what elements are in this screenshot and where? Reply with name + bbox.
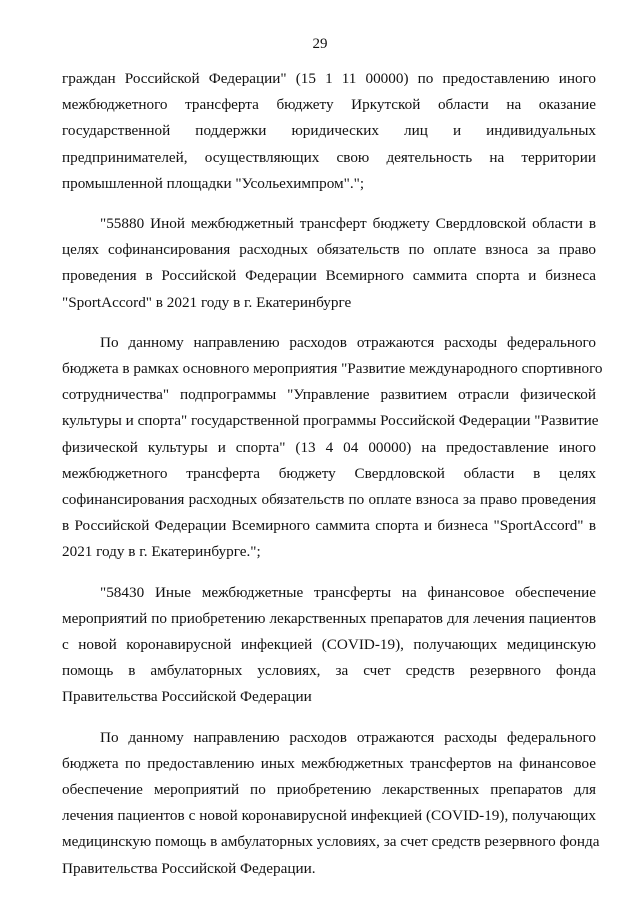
paragraph-code-55880 (62, 211, 596, 316)
text-line: бюджета в рамках основного мероприятия "Развитие международного спортивного (62, 360, 603, 378)
text-line: обеспечение мероприятий по приобретению лекарственных препаратов для (62, 781, 596, 799)
text-line: бюджета по предоставлению иных межбюджетных трансфертов на финансовое (62, 754, 596, 772)
text-line: межбюджетного трансферта бюджету Свердловской области в целях (62, 464, 596, 482)
paragraph-code-58430 (62, 580, 596, 711)
text-line: проведения в Российской Федерации Всемирного саммита спорта и бизнеса (62, 267, 596, 285)
text-line: По данному направлению расходов отражаются расходы федерального (100, 728, 596, 746)
text-line: "55880 Иной межбюджетный трансферт бюджету Свердловской области в (100, 215, 596, 233)
text-line: 2021 году в г. Екатеринбурге."; (62, 543, 261, 561)
text-line: государственной поддержки юридических лиц и индивидуальных (62, 122, 596, 140)
text-line: "SportAccord" в 2021 году в г. Екатеринбурге (62, 293, 352, 311)
text-line: с новой коронавирусной инфекцией (COVID-19), получающих медицинскую (62, 636, 596, 654)
paragraph-continuation (62, 66, 596, 197)
text-line: сотрудничества" подпрограммы "Управление развитием отрасли физической (62, 386, 596, 404)
paragraph-description-58430 (62, 725, 600, 882)
text-line: промышленной площадки "Усольехимпром"."; (62, 174, 365, 192)
paragraph-description-55880 (62, 330, 603, 566)
text-line: "58430 Иные межбюджетные трансферты на финансовое обеспечение (100, 583, 596, 601)
text-line: По данному направлению расходов отражаются расходы федерального (100, 333, 596, 351)
text-line: целях софинансирования расходных обязательств по оплате взноса за право (62, 241, 596, 259)
text-line: культуры и спорта" государственной программы Российской Федерации "Развитие (62, 412, 599, 430)
page-number: 29 (312, 36, 328, 52)
text-line: мероприятий по приобретению лекарственных препаратов для лечения пациентов (62, 609, 596, 627)
text-line: лечения пациентов с новой коронавирусной инфекцией (COVID-19), получающих (62, 807, 596, 825)
text-line: софинансирования расходных обязательств по оплате взноса за право проведения (62, 491, 596, 509)
text-line: Правительства Российской Федерации (62, 688, 312, 706)
text-line: физической культуры и спорта" (13 4 04 00000) на предоставление иного (62, 438, 596, 456)
text-line: в Российской Федерации Всемирного саммита спорта и бизнеса "SportAccord" в (62, 517, 596, 535)
text-line: граждан Российской Федерации" (15 1 11 00000) по предоставлению иного (62, 70, 596, 87)
text-line: помощь в амбулаторных условиях, за счет средств резервного фонда (62, 662, 596, 680)
text-line: предпринимателей, осуществляющих свою деятельность на территории (62, 148, 596, 166)
text-line: Правительства Российской Федерации. (62, 859, 316, 877)
text-line: межбюджетного трансферта бюджету Иркутской области на оказание (62, 96, 596, 114)
document-body (62, 66, 603, 896)
text-line: медицинскую помощь в амбулаторных условиях, за счет средств резервного фонда (62, 833, 600, 851)
